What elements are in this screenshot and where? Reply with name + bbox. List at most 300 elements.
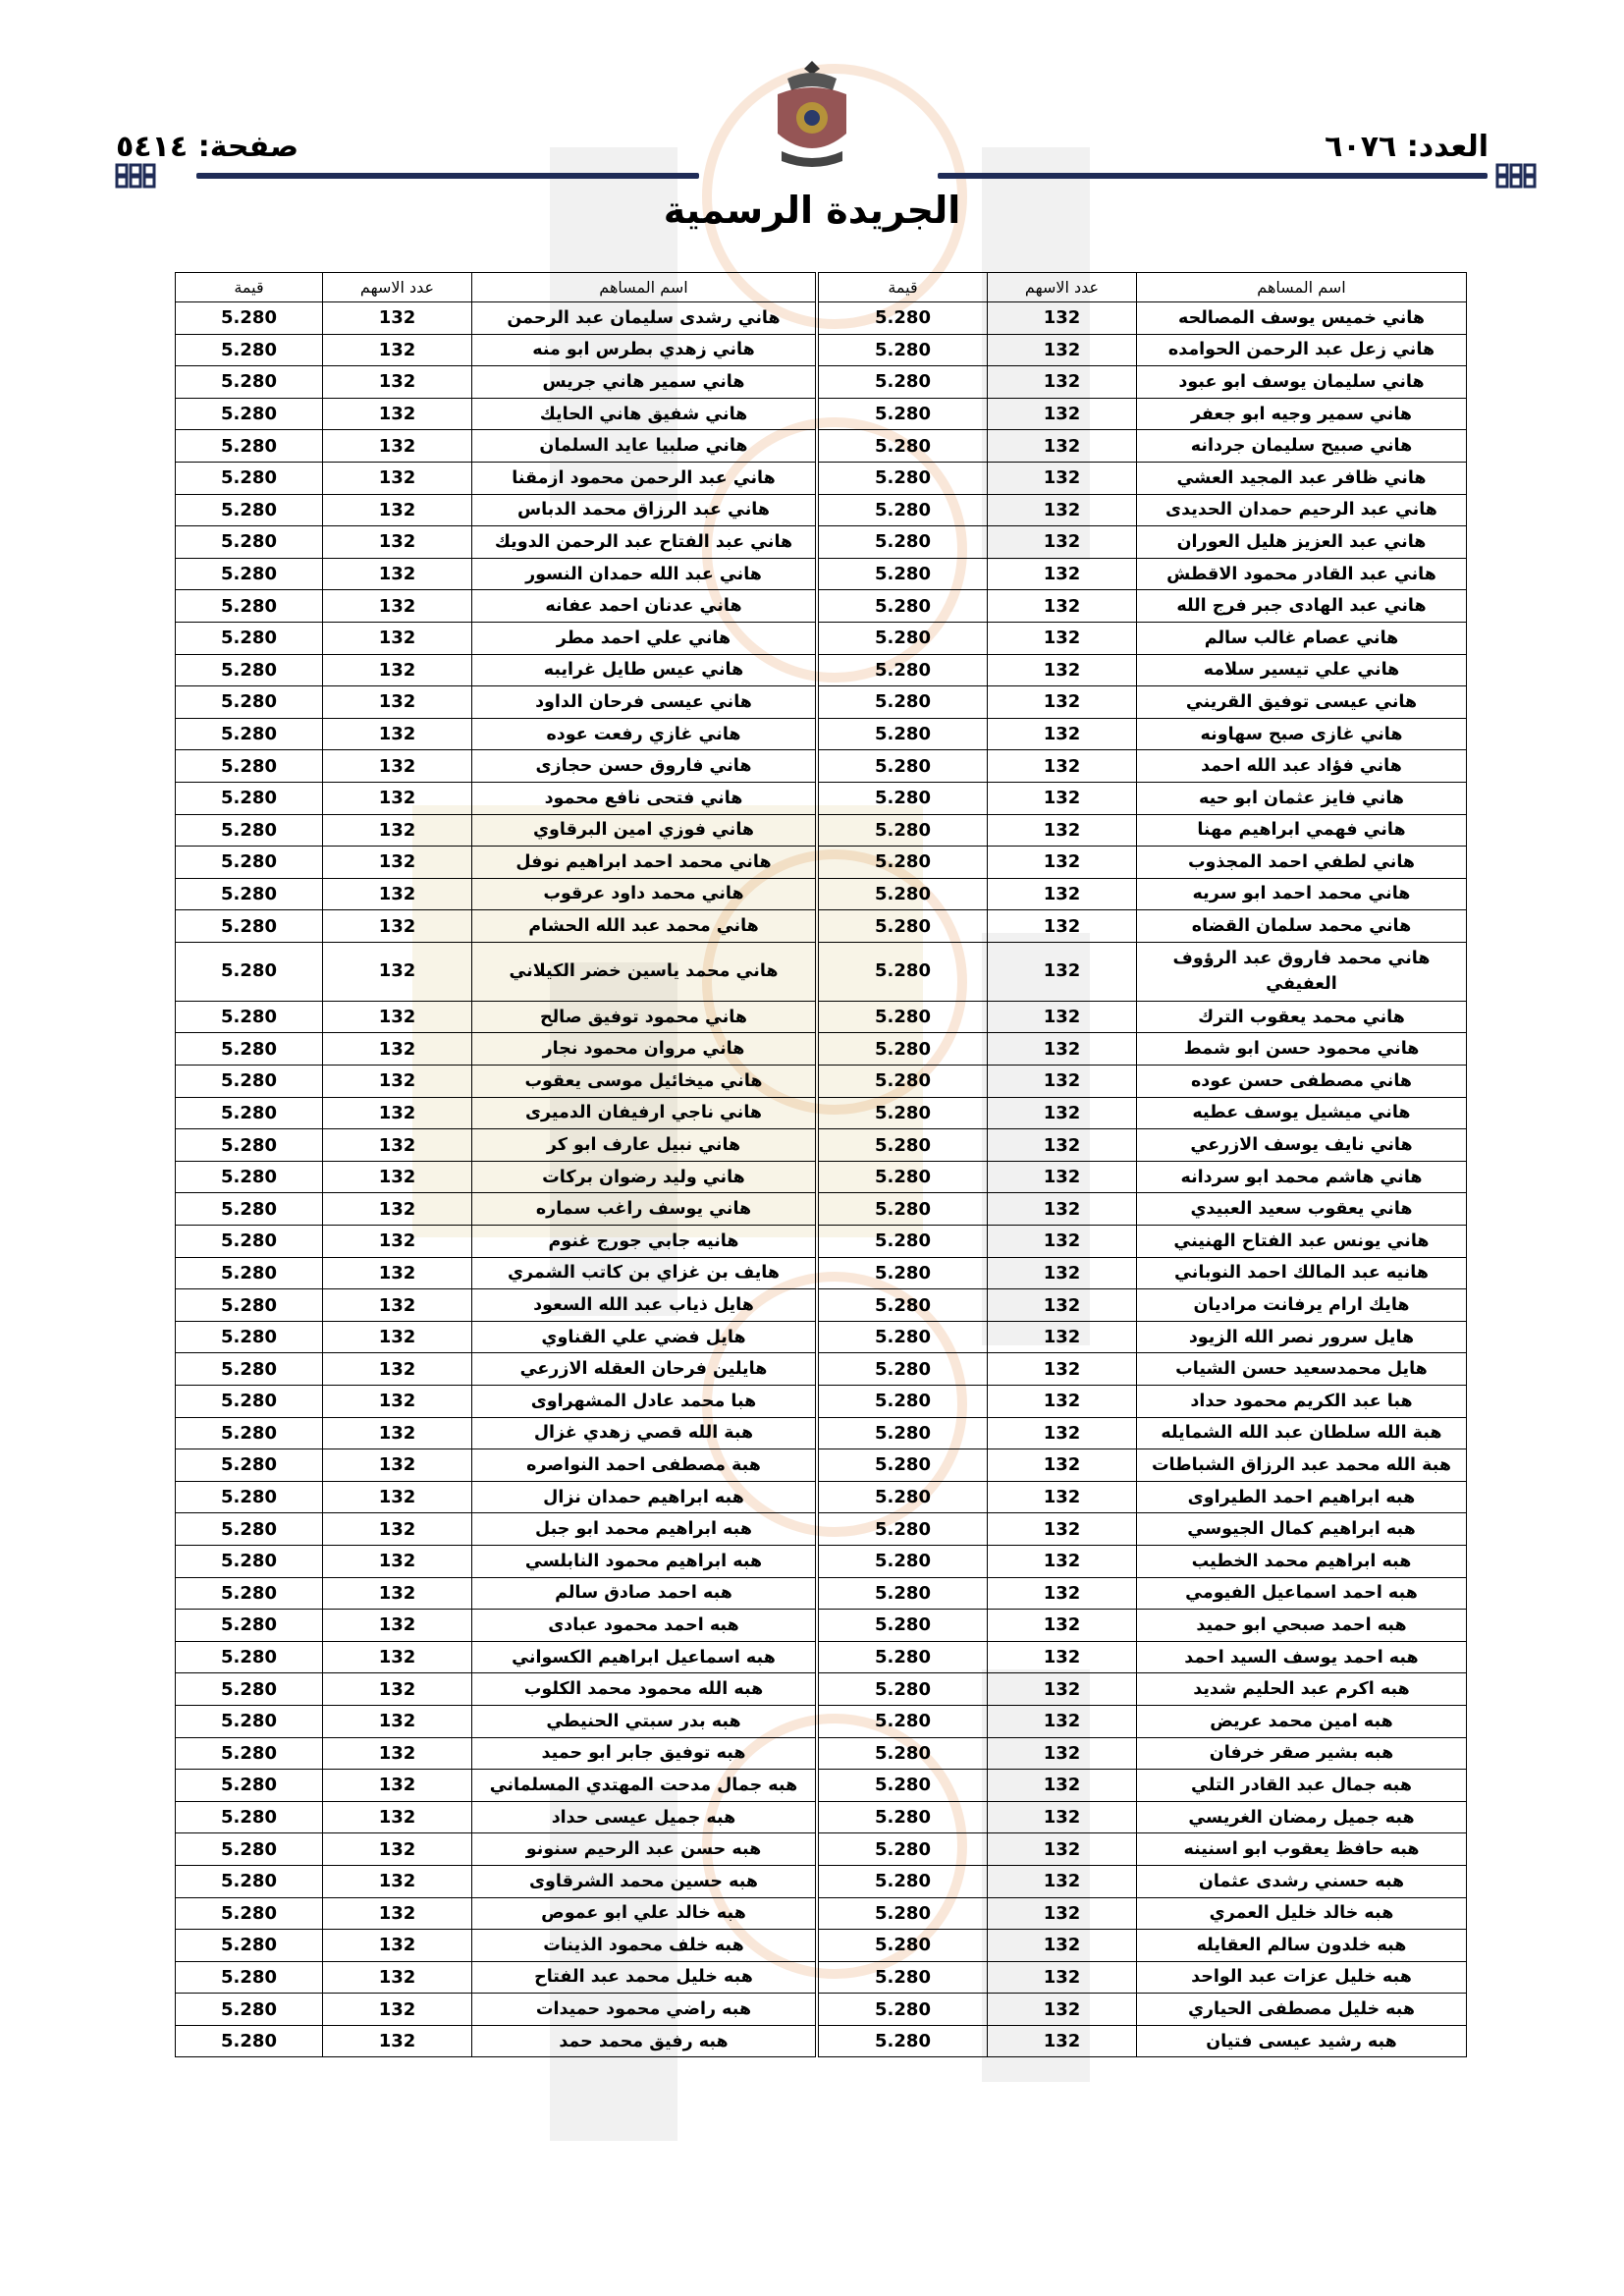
share-value-cell: 5.280 bbox=[819, 1545, 988, 1577]
shareholder-name-cell: هاني غازي رفعت عوده bbox=[472, 718, 816, 750]
shareholder-name-cell: هاني صبيح سليمان جردانه bbox=[1137, 430, 1467, 463]
table-row bbox=[819, 1449, 1467, 1482]
share-value-cell: 5.280 bbox=[176, 1513, 323, 1546]
share-value-cell: 5.280 bbox=[176, 1641, 323, 1673]
shares-count-cell: 132 bbox=[988, 494, 1137, 526]
shareholder-name-cell: هاني سمير وجيه ابو جعفر bbox=[1137, 398, 1467, 430]
shares-count-cell: 132 bbox=[988, 1770, 1137, 1802]
shares-count-cell: 132 bbox=[323, 686, 472, 719]
share-value-cell: 5.280 bbox=[176, 2025, 323, 2057]
shareholder-name-cell: هبه بدر سبتي الحنيطي bbox=[472, 1705, 816, 1737]
shares-count-cell: 132 bbox=[988, 1930, 1137, 1962]
share-value-cell: 5.280 bbox=[176, 334, 323, 366]
shares-count-cell: 132 bbox=[988, 1417, 1137, 1449]
shareholder-name-cell: هاني ظافر عبد المجيد العشي bbox=[1137, 462, 1467, 494]
shareholder-name-cell: هاني فؤاد عبد الله احمد bbox=[1137, 750, 1467, 783]
share-value-cell: 5.280 bbox=[176, 1994, 323, 2026]
share-value-cell: 5.280 bbox=[176, 1066, 323, 1098]
shareholder-name-cell: هايك ارام يرفانت مراديان bbox=[1137, 1289, 1467, 1322]
share-value-cell: 5.280 bbox=[819, 1386, 988, 1418]
shares-count-cell: 132 bbox=[988, 782, 1137, 814]
shareholder-name-cell: هانيه عبد المالك احمد النوباني bbox=[1137, 1257, 1467, 1289]
share-value-cell: 5.280 bbox=[819, 526, 988, 559]
share-value-cell: 5.280 bbox=[819, 398, 988, 430]
shareholder-name-cell: هاني محمد عبد الله الحشام bbox=[472, 910, 816, 943]
shareholder-name-cell: هاني عبد الرزاق محمد الدباس bbox=[472, 494, 816, 526]
shareholder-name-cell: هاني يونس عبد الفتاح الهنيني bbox=[1137, 1226, 1467, 1258]
share-value-cell: 5.280 bbox=[176, 1097, 323, 1129]
share-value-cell: 5.280 bbox=[176, 878, 323, 910]
shares-count-cell: 132 bbox=[323, 1129, 472, 1162]
share-value-cell: 5.280 bbox=[819, 814, 988, 847]
table-row bbox=[819, 1066, 1467, 1098]
share-value-cell: 5.280 bbox=[176, 1001, 323, 1033]
table-row bbox=[176, 1770, 816, 1802]
table-row bbox=[819, 366, 1467, 399]
share-value-cell: 5.280 bbox=[819, 1705, 988, 1737]
share-value-cell: 5.280 bbox=[819, 1961, 988, 1994]
share-value-cell: 5.280 bbox=[176, 910, 323, 943]
shares-count-cell: 132 bbox=[323, 1641, 472, 1673]
shares-count-cell: 132 bbox=[988, 1641, 1137, 1673]
share-value-cell: 5.280 bbox=[819, 1673, 988, 1706]
table-row bbox=[819, 1994, 1467, 2026]
share-value-cell: 5.280 bbox=[819, 1417, 988, 1449]
share-value-cell: 5.280 bbox=[176, 718, 323, 750]
share-value-cell: 5.280 bbox=[819, 654, 988, 686]
shareholder-name-cell: هاني عيس طايل غرايبه bbox=[472, 654, 816, 686]
column-header-shares: عدد الاسهم bbox=[988, 273, 1137, 302]
shares-count-cell: 132 bbox=[323, 1289, 472, 1322]
header-rule-right bbox=[938, 173, 1488, 179]
table-row bbox=[176, 1097, 816, 1129]
shareholder-name-cell: هبه خليل محمد عبد الفتاح bbox=[472, 1961, 816, 1994]
table-row bbox=[176, 1353, 816, 1386]
shares-count-cell: 132 bbox=[988, 398, 1137, 430]
share-value-cell: 5.280 bbox=[819, 878, 988, 910]
table-header-row bbox=[819, 273, 1467, 302]
share-value-cell: 5.280 bbox=[176, 1737, 323, 1770]
shares-count-cell: 132 bbox=[323, 1897, 472, 1930]
table-row bbox=[176, 526, 816, 559]
shares-count-cell: 132 bbox=[988, 1129, 1137, 1162]
share-value-cell: 5.280 bbox=[176, 1449, 323, 1482]
table-row bbox=[819, 1673, 1467, 1706]
share-value-cell: 5.280 bbox=[819, 1001, 988, 1033]
shares-count-cell: 132 bbox=[323, 1673, 472, 1706]
share-value-cell: 5.280 bbox=[176, 1161, 323, 1193]
shares-count-cell: 132 bbox=[988, 1897, 1137, 1930]
share-value-cell: 5.280 bbox=[819, 750, 988, 783]
shares-count-cell: 132 bbox=[323, 814, 472, 847]
share-value-cell: 5.280 bbox=[176, 590, 323, 623]
shareholder-name-cell: هاني محمد احمد ابو سريه bbox=[1137, 878, 1467, 910]
shares-count-cell: 132 bbox=[988, 1449, 1137, 1482]
shares-count-cell: 132 bbox=[323, 1994, 472, 2026]
shares-count-cell: 132 bbox=[988, 622, 1137, 654]
table-row bbox=[176, 1193, 816, 1226]
shares-count-cell: 132 bbox=[323, 878, 472, 910]
shares-count-cell: 132 bbox=[988, 2025, 1137, 2057]
shareholder-name-cell: هبه ابراهيم محمود النابلسي bbox=[472, 1545, 816, 1577]
share-value-cell: 5.280 bbox=[176, 847, 323, 879]
shareholder-name-cell: هاني محمد احمد ابراهيم نوفل bbox=[472, 847, 816, 879]
share-value-cell: 5.280 bbox=[819, 430, 988, 463]
shareholder-name-cell: هاني سليمان يوسف ابو عبود bbox=[1137, 366, 1467, 399]
share-value-cell: 5.280 bbox=[819, 462, 988, 494]
shares-count-cell: 132 bbox=[323, 1705, 472, 1737]
shareholder-name-cell: هبه خلف محمود الذينات bbox=[472, 1930, 816, 1962]
table-row bbox=[819, 1161, 1467, 1193]
shareholder-name-cell: هبه جمال مدحت المهتدي المسلماني bbox=[472, 1770, 816, 1802]
table-row bbox=[819, 1481, 1467, 1513]
shares-count-cell: 132 bbox=[988, 590, 1137, 623]
share-value-cell: 5.280 bbox=[176, 1610, 323, 1642]
shares-count-cell: 132 bbox=[323, 526, 472, 559]
table-row bbox=[176, 1545, 816, 1577]
shares-count-cell: 132 bbox=[323, 1033, 472, 1066]
share-value-cell: 5.280 bbox=[819, 558, 988, 590]
table-row bbox=[819, 1545, 1467, 1577]
shares-count-cell: 132 bbox=[323, 1001, 472, 1033]
shareholder-name-cell: هاني عبد الرحيم حمدان الحديدى bbox=[1137, 494, 1467, 526]
table-row bbox=[819, 1801, 1467, 1833]
shares-count-cell: 132 bbox=[988, 1801, 1137, 1833]
shares-count-cell: 132 bbox=[988, 1994, 1137, 2026]
shareholder-name-cell: هبا محمد عادل المشهراوى bbox=[472, 1386, 816, 1418]
table-row bbox=[819, 1226, 1467, 1258]
shareholder-name-cell: هايف بن غزاي بن كاتب الشمري bbox=[472, 1257, 816, 1289]
share-value-cell: 5.280 bbox=[176, 1673, 323, 1706]
share-value-cell: 5.280 bbox=[819, 1257, 988, 1289]
table-row bbox=[176, 942, 816, 1001]
shares-count-cell: 132 bbox=[988, 1257, 1137, 1289]
share-value-cell: 5.280 bbox=[819, 1193, 988, 1226]
table-row bbox=[176, 1066, 816, 1098]
share-value-cell: 5.280 bbox=[176, 782, 323, 814]
table-row bbox=[176, 558, 816, 590]
shares-count-cell: 132 bbox=[988, 1289, 1137, 1322]
share-value-cell: 5.280 bbox=[176, 814, 323, 847]
shares-count-cell: 132 bbox=[988, 1161, 1137, 1193]
table-row bbox=[819, 462, 1467, 494]
table-row bbox=[176, 1161, 816, 1193]
shares-count-cell: 132 bbox=[988, 1193, 1137, 1226]
share-value-cell: 5.280 bbox=[819, 1865, 988, 1897]
share-value-cell: 5.280 bbox=[819, 1801, 988, 1833]
table-row bbox=[176, 1737, 816, 1770]
share-value-cell: 5.280 bbox=[176, 398, 323, 430]
shareholder-name-cell: هبه جميل رمضان الغريسي bbox=[1137, 1801, 1467, 1833]
shares-count-cell: 132 bbox=[988, 718, 1137, 750]
shares-count-cell: 132 bbox=[323, 1161, 472, 1193]
table-row bbox=[819, 942, 1467, 1001]
shareholder-name-cell: هاني محمد يعقوب الترك bbox=[1137, 1001, 1467, 1033]
share-value-cell: 5.280 bbox=[819, 942, 988, 1001]
table-row bbox=[819, 1577, 1467, 1610]
shareholder-name-cell: هبه ابراهيم كمال الجيوسي bbox=[1137, 1513, 1467, 1546]
shareholder-name-cell: هبه احمد محمود عبادى bbox=[472, 1610, 816, 1642]
table-row bbox=[819, 1097, 1467, 1129]
shares-count-cell: 132 bbox=[988, 366, 1137, 399]
share-value-cell: 5.280 bbox=[176, 1193, 323, 1226]
shares-count-cell: 132 bbox=[323, 1833, 472, 1866]
table-row bbox=[176, 718, 816, 750]
table-row bbox=[176, 398, 816, 430]
shareholder-name-cell: هاني فتحى نافع محمود bbox=[472, 782, 816, 814]
page-number: صفحة: ٥٤١٤ bbox=[116, 130, 299, 164]
share-value-cell: 5.280 bbox=[819, 1161, 988, 1193]
table-row bbox=[819, 1193, 1467, 1226]
shares-count-cell: 132 bbox=[323, 782, 472, 814]
shareholder-name-cell: هبه احمد يوسف السيد احمد bbox=[1137, 1641, 1467, 1673]
shareholder-name-cell: هانيه جابي جورج غنوم bbox=[472, 1226, 816, 1258]
shareholder-name-cell: هاني وليد رضوان بركات bbox=[472, 1161, 816, 1193]
shareholder-name-cell: هبة الله محمد عبد الرزاق الشباطات bbox=[1137, 1449, 1467, 1482]
shares-count-cell: 132 bbox=[988, 1097, 1137, 1129]
table-row bbox=[819, 1961, 1467, 1994]
shares-count-cell: 132 bbox=[988, 1737, 1137, 1770]
shareholder-name-cell: هبه حسن عبد الرحيم سنونو bbox=[472, 1833, 816, 1866]
coat-of-arms-icon bbox=[768, 57, 856, 175]
shareholder-name-cell: هايل سرور نصر الله الزيود bbox=[1137, 1321, 1467, 1353]
shareholder-name-cell: هاني صلبيا عايد السلمان bbox=[472, 430, 816, 463]
table-row bbox=[176, 1129, 816, 1162]
share-value-cell: 5.280 bbox=[819, 1994, 988, 2026]
table-row bbox=[819, 750, 1467, 783]
share-value-cell: 5.280 bbox=[176, 1897, 323, 1930]
table-row bbox=[176, 910, 816, 943]
table-row bbox=[819, 782, 1467, 814]
share-value-cell: 5.280 bbox=[819, 1481, 988, 1513]
share-value-cell: 5.280 bbox=[819, 1449, 988, 1482]
shareholder-name-cell: هبه خالد خليل العمري bbox=[1137, 1897, 1467, 1930]
table-row bbox=[819, 494, 1467, 526]
table-row bbox=[176, 1801, 816, 1833]
shareholder-name-cell: هبه امين محمد عريض bbox=[1137, 1705, 1467, 1737]
shares-count-cell: 132 bbox=[323, 1481, 472, 1513]
column-header-name: اسم المساهم bbox=[1137, 273, 1467, 302]
shareholder-name-cell: هبه احمد صادق سالم bbox=[472, 1577, 816, 1610]
shareholder-name-cell: هاني زعل عبد الرحمن الحوامده bbox=[1137, 334, 1467, 366]
shares-count-cell: 132 bbox=[988, 462, 1137, 494]
table-row bbox=[819, 910, 1467, 943]
shares-count-cell: 132 bbox=[323, 1193, 472, 1226]
table-row bbox=[819, 1353, 1467, 1386]
shareholder-name-cell: هاني فوزي امين البرقاوي bbox=[472, 814, 816, 847]
table-row bbox=[176, 878, 816, 910]
shares-count-cell: 132 bbox=[323, 1257, 472, 1289]
share-value-cell: 5.280 bbox=[176, 1930, 323, 1962]
shareholder-name-cell: هاني علي تيسير سلامه bbox=[1137, 654, 1467, 686]
shareholder-name-cell: هبه توفيق جابر ابو حميد bbox=[472, 1737, 816, 1770]
shares-count-cell: 132 bbox=[323, 1226, 472, 1258]
share-value-cell: 5.280 bbox=[176, 1481, 323, 1513]
shareholder-name-cell: هبه جمال عبد القادر التلي bbox=[1137, 1770, 1467, 1802]
share-value-cell: 5.280 bbox=[819, 1289, 988, 1322]
share-value-cell: 5.280 bbox=[819, 1833, 988, 1866]
table-row bbox=[819, 686, 1467, 719]
shareholder-name-cell: هاني محمود حسن ابو شمط bbox=[1137, 1033, 1467, 1066]
shares-count-cell: 132 bbox=[323, 398, 472, 430]
share-value-cell: 5.280 bbox=[176, 1289, 323, 1322]
table-row bbox=[819, 1833, 1467, 1866]
shareholder-name-cell: هاني عدنان احمد عفانه bbox=[472, 590, 816, 623]
share-value-cell: 5.280 bbox=[176, 1833, 323, 1866]
shareholder-name-cell: هبه اسماعيل ابراهيم الكسواني bbox=[472, 1641, 816, 1673]
share-value-cell: 5.280 bbox=[176, 1961, 323, 1994]
table-row bbox=[176, 1930, 816, 1962]
shareholder-name-cell: هاني فهمي ابراهيم مهنا bbox=[1137, 814, 1467, 847]
table-row bbox=[176, 1673, 816, 1706]
shareholder-name-cell: هاني عبد العزيز هليل العوران bbox=[1137, 526, 1467, 559]
shares-count-cell: 132 bbox=[988, 1481, 1137, 1513]
shareholder-name-cell: هبة الله سلطان عبد الله الشمايله bbox=[1137, 1417, 1467, 1449]
shares-count-cell: 132 bbox=[988, 942, 1137, 1001]
shareholder-name-cell: هاني محمد داود عرقوب bbox=[472, 878, 816, 910]
table-row bbox=[176, 654, 816, 686]
column-header-value: قيمة bbox=[819, 273, 988, 302]
share-value-cell: 5.280 bbox=[819, 1129, 988, 1162]
table-row bbox=[819, 1033, 1467, 1066]
table-row bbox=[819, 718, 1467, 750]
table-row bbox=[176, 1386, 816, 1418]
shares-count-cell: 132 bbox=[323, 1353, 472, 1386]
shares-count-cell: 132 bbox=[988, 910, 1137, 943]
table-row bbox=[819, 590, 1467, 623]
table-row bbox=[176, 1577, 816, 1610]
table-row bbox=[176, 1001, 816, 1033]
share-value-cell: 5.280 bbox=[176, 750, 323, 783]
shares-count-cell: 132 bbox=[988, 1033, 1137, 1066]
share-value-cell: 5.280 bbox=[819, 1321, 988, 1353]
table-header-row bbox=[176, 273, 816, 302]
share-value-cell: 5.280 bbox=[176, 1129, 323, 1162]
shareholder-name-cell: هبه راضي محمود حميدات bbox=[472, 1994, 816, 2026]
share-value-cell: 5.280 bbox=[819, 1577, 988, 1610]
table-row bbox=[176, 1705, 816, 1737]
shares-count-cell: 132 bbox=[988, 1545, 1137, 1577]
column-header-shares: عدد الاسهم bbox=[323, 273, 472, 302]
share-value-cell: 5.280 bbox=[176, 302, 323, 335]
share-value-cell: 5.280 bbox=[819, 1610, 988, 1642]
shares-count-cell: 132 bbox=[323, 1066, 472, 1098]
shares-count-cell: 132 bbox=[988, 1226, 1137, 1258]
shareholder-name-cell: هبه خلدون سالم العقايله bbox=[1137, 1930, 1467, 1962]
shares-count-cell: 132 bbox=[323, 718, 472, 750]
share-value-cell: 5.280 bbox=[176, 1801, 323, 1833]
share-value-cell: 5.280 bbox=[176, 1033, 323, 1066]
shareholder-name-cell: هاني محمد ياسين خضر الكيلاني bbox=[472, 942, 816, 1001]
table-row bbox=[176, 1289, 816, 1322]
shares-count-cell: 132 bbox=[323, 1321, 472, 1353]
shareholder-name-cell: هبه ابراهيم احمد الطيراوى bbox=[1137, 1481, 1467, 1513]
table-row bbox=[819, 1865, 1467, 1897]
shareholder-name-cell: هبه رفيق محمد حمد bbox=[472, 2025, 816, 2057]
shareholder-name-cell: هبة مصطفى احمد النواصره bbox=[472, 1449, 816, 1482]
table-row bbox=[176, 302, 816, 335]
share-value-cell: 5.280 bbox=[819, 1353, 988, 1386]
table-row bbox=[819, 1610, 1467, 1642]
share-value-cell: 5.280 bbox=[819, 302, 988, 335]
shares-count-cell: 132 bbox=[988, 1321, 1137, 1353]
share-value-cell: 5.280 bbox=[176, 1257, 323, 1289]
shares-count-cell: 132 bbox=[988, 1577, 1137, 1610]
shareholder-name-cell: هايلين فرحان العقله الازرعي bbox=[472, 1353, 816, 1386]
table-row bbox=[176, 1257, 816, 1289]
table-row bbox=[176, 622, 816, 654]
shares-count-cell: 132 bbox=[323, 1610, 472, 1642]
shares-count-cell: 132 bbox=[323, 1961, 472, 1994]
shareholder-name-cell: هبه رشيد عيسى فتيان bbox=[1137, 2025, 1467, 2057]
share-value-cell: 5.280 bbox=[819, 590, 988, 623]
header-rule-left bbox=[196, 173, 699, 179]
shareholder-name-cell: هاني يعقوب سعيد العبيدي bbox=[1137, 1193, 1467, 1226]
shareholder-name-cell: هايل فضي علي القناوي bbox=[472, 1321, 816, 1353]
shareholder-name-cell: هاني خميس يوسف المصالحه bbox=[1137, 302, 1467, 335]
table-row bbox=[819, 334, 1467, 366]
shareholders-table-left bbox=[175, 272, 815, 2057]
shareholder-name-cell: هبه احمد اسماعيل الفيومي bbox=[1137, 1577, 1467, 1610]
shares-count-cell: 132 bbox=[988, 1001, 1137, 1033]
share-value-cell: 5.280 bbox=[176, 366, 323, 399]
shares-count-cell: 132 bbox=[323, 654, 472, 686]
table-row bbox=[819, 558, 1467, 590]
shareholder-name-cell: هاني هاشم محمد ابو سردانه bbox=[1137, 1161, 1467, 1193]
shares-count-cell: 132 bbox=[988, 430, 1137, 463]
table-row bbox=[819, 1897, 1467, 1930]
shareholder-name-cell: هبه ابراهيم حمدان نزال bbox=[472, 1481, 816, 1513]
shares-count-cell: 132 bbox=[988, 1673, 1137, 1706]
shares-count-cell: 132 bbox=[323, 1737, 472, 1770]
share-value-cell: 5.280 bbox=[819, 494, 988, 526]
table-row bbox=[819, 430, 1467, 463]
share-value-cell: 5.280 bbox=[176, 462, 323, 494]
shareholder-name-cell: هاني نايف يوسف الازرعي bbox=[1137, 1129, 1467, 1162]
table-row bbox=[819, 847, 1467, 879]
table-row bbox=[176, 814, 816, 847]
column-header-name: اسم المساهم bbox=[472, 273, 816, 302]
table-row bbox=[819, 1289, 1467, 1322]
shareholder-name-cell: هبة الله قصي زهدي غزال bbox=[472, 1417, 816, 1449]
shareholder-name-cell: هبه جميل عيسى حداد bbox=[472, 1801, 816, 1833]
shareholder-name-cell: هاني ناجي ارفيفان الدميرى bbox=[472, 1097, 816, 1129]
table-row bbox=[819, 302, 1467, 335]
share-value-cell: 5.280 bbox=[819, 718, 988, 750]
share-value-cell: 5.280 bbox=[176, 430, 323, 463]
shares-count-cell: 132 bbox=[323, 847, 472, 879]
shares-count-cell: 132 bbox=[988, 558, 1137, 590]
shareholder-name-cell: هاني عيسى توفيق القريني bbox=[1137, 686, 1467, 719]
share-value-cell: 5.280 bbox=[176, 622, 323, 654]
share-value-cell: 5.280 bbox=[819, 366, 988, 399]
shareholder-name-cell: هاني رشدى سليمان عبد الرحمن bbox=[472, 302, 816, 335]
shareholder-name-cell: هبا عبد الكريم محمود حداد bbox=[1137, 1386, 1467, 1418]
shareholder-name-cell: هبه الله محمود محمد الكلوب bbox=[472, 1673, 816, 1706]
shares-count-cell: 132 bbox=[323, 1865, 472, 1897]
table-row bbox=[176, 494, 816, 526]
shareholder-name-cell: هبه خالد علي ابو عموص bbox=[472, 1897, 816, 1930]
shares-count-cell: 132 bbox=[988, 1833, 1137, 1866]
table-row bbox=[176, 1865, 816, 1897]
share-value-cell: 5.280 bbox=[176, 1865, 323, 1897]
shareholder-name-cell: هبه خليل عزات عبد الواحد bbox=[1137, 1961, 1467, 1994]
shareholder-name-cell: هاني نبيل عارف ابو كر bbox=[472, 1129, 816, 1162]
share-value-cell: 5.280 bbox=[176, 558, 323, 590]
table-row bbox=[176, 1226, 816, 1258]
shares-count-cell: 132 bbox=[323, 1801, 472, 1833]
table-row bbox=[819, 2025, 1467, 2057]
